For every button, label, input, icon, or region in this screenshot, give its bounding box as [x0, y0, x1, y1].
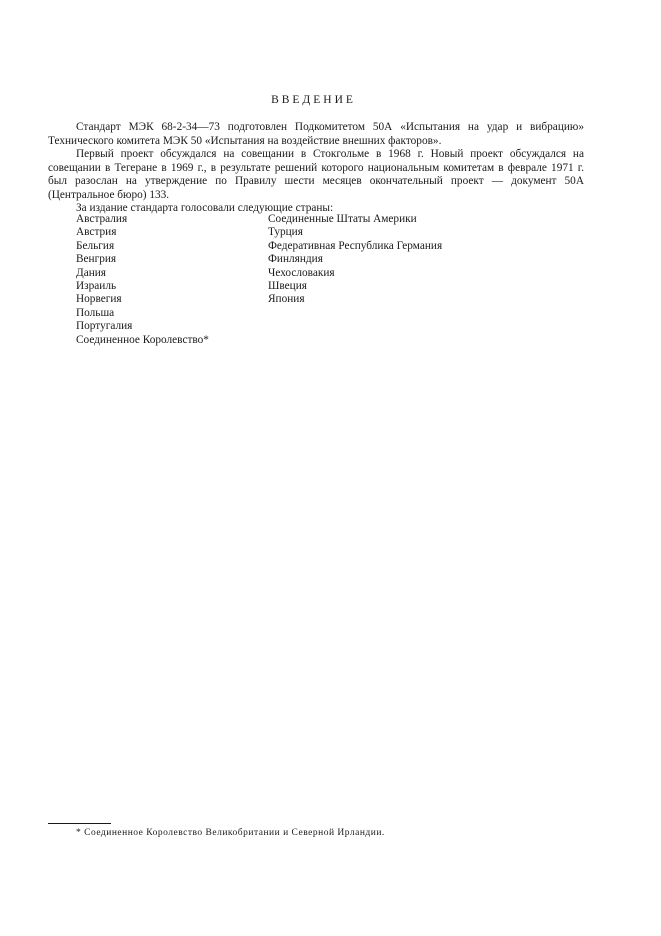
- country-item: Австрия: [76, 226, 117, 239]
- footnote-divider: [48, 823, 111, 824]
- paragraph-voting-intro: За издание стандарта голосовали следующие страны:: [76, 202, 334, 214]
- country-item: Португалия: [76, 320, 133, 333]
- country-item: Финляндия: [268, 253, 323, 266]
- countries-right-column: [268, 213, 528, 307]
- country-item: Соединенное Королевство*: [76, 333, 209, 346]
- countries-left-column: [76, 213, 266, 347]
- country-item: Бельгия: [76, 239, 115, 252]
- country-item: Федеративная Республика Германия: [268, 239, 443, 252]
- paragraph-standard-origin: Стандарт МЭК 68-2-34—73 подготовлен Подкомитетом 50А «Испытания на удар и вибрацию» Технического комитета МЭК 50 «Испытания на воздействие внешних факторов».: [48, 121, 584, 147]
- paragraph-draft-history: Первый проект обсуждался на совещании в Стокгольме в 1968 г. Новый проект обсуждался на совещании в Тегеране в 1969 г., в результате решений которого национальным комитетам в феврале 1971 г. был разослан на утверждение по Правилу шести месяцев окончательный проект — документ 50А (Центральное бюро) 133.: [48, 148, 584, 201]
- country-item: Соединенные Штаты Америки: [268, 213, 417, 225]
- country-item: Норвегия: [76, 293, 122, 306]
- footnote-text: * Соединенное Королевство Великобритании и Северной Ирландии.: [76, 828, 385, 838]
- country-item: Чехословакия: [268, 266, 335, 279]
- country-item: Польша: [76, 306, 115, 319]
- section-heading: ВВЕДЕНИЕ: [271, 94, 356, 106]
- country-item: Израиль: [76, 279, 117, 292]
- country-item: Австралия: [76, 213, 128, 225]
- country-item: Япония: [268, 293, 305, 306]
- country-item: Швеция: [268, 279, 307, 292]
- country-item: Дания: [76, 266, 107, 279]
- country-item: Турция: [268, 226, 303, 239]
- country-item: Венгрия: [76, 253, 117, 266]
- introduction-body: [48, 121, 584, 216]
